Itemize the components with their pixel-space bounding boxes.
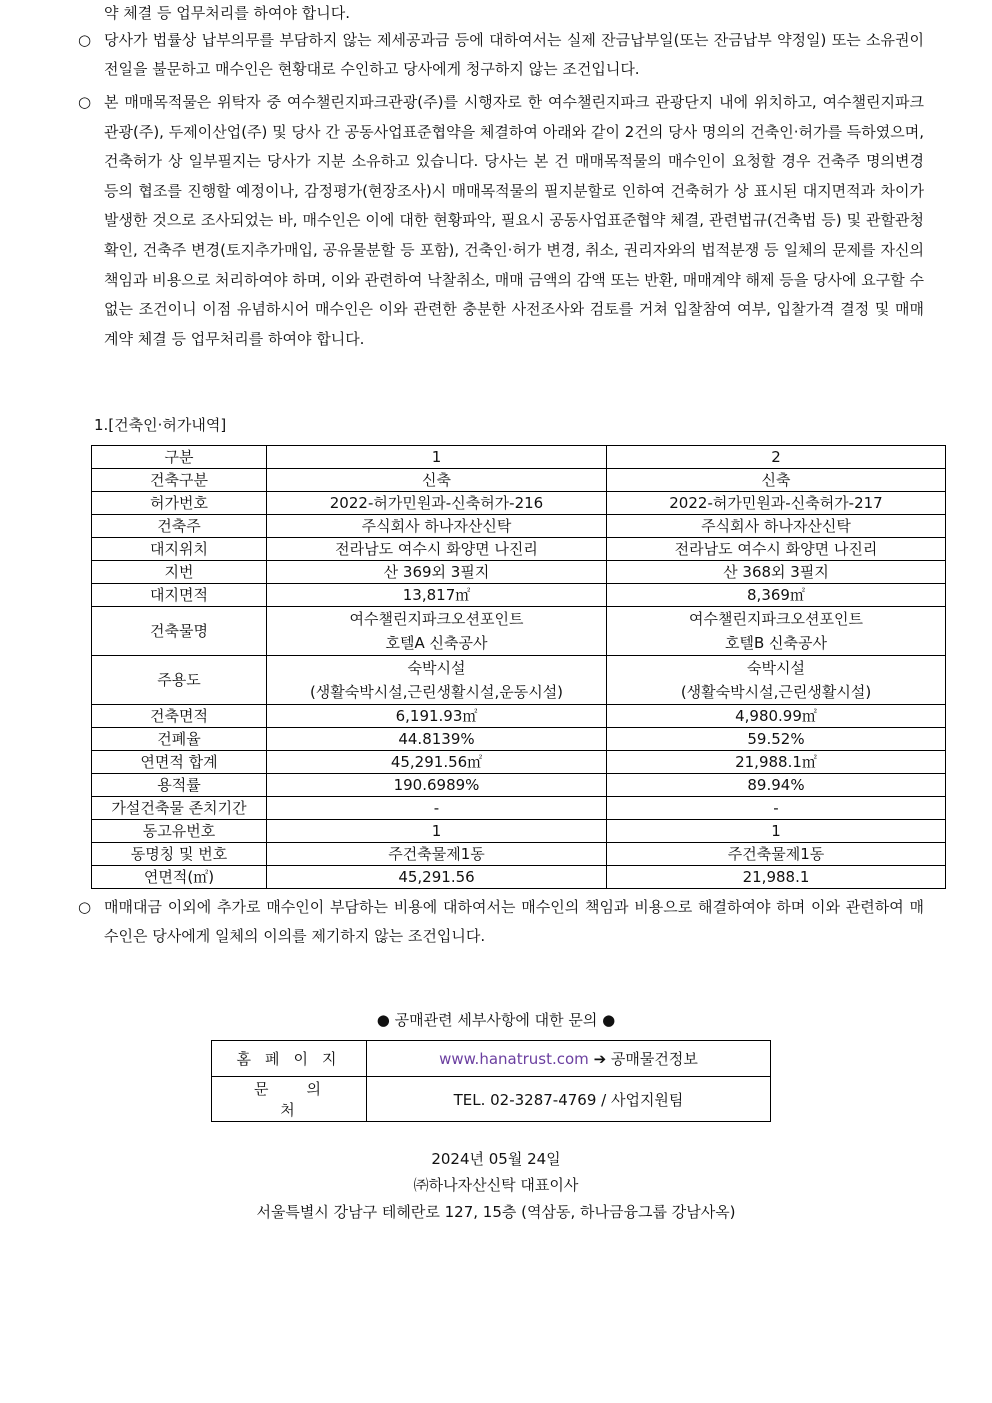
- cell-line: (생활숙박시설,근린생활시설,운동시설): [309, 683, 564, 701]
- cell-permit-2: 주식회사 하나자산신탁: [607, 515, 946, 538]
- table-row: [92, 561, 946, 584]
- table-row: [92, 797, 946, 820]
- table-row: [92, 751, 946, 774]
- homepage-link[interactable]: www.hanatrust.com: [439, 1050, 589, 1068]
- cell-line: 호텔B 신축공사: [725, 634, 827, 652]
- cell-permit-2: 주건축물제1동: [607, 843, 946, 866]
- table-header-row: [92, 446, 946, 469]
- contact-row: [212, 1077, 771, 1122]
- cell-permit-1: 2022-허가민원과-신축허가-216: [267, 492, 607, 515]
- row-label: 대지위치: [92, 538, 267, 561]
- cell-permit-1: 전라남도 여수시 화양면 나진리: [267, 538, 607, 561]
- row-label: 동고유번호: [92, 820, 267, 843]
- cell-permit-1: 주식회사 하나자산신탁: [267, 515, 607, 538]
- bullet-marker: ○: [78, 898, 92, 916]
- cell-permit-1: 산 369외 3필지: [267, 561, 607, 584]
- cell-permit-2: 89.94%: [607, 774, 946, 797]
- inquiry-title: ● 공매관련 세부사항에 대한 문의 ●: [376, 1011, 616, 1029]
- contact-table: [211, 1040, 771, 1122]
- row-label: 동명칭 및 번호: [92, 843, 267, 866]
- row-label: 가설건축물 존치기간: [92, 797, 267, 820]
- cell-permit-2: 2022-허가민원과-신축허가-217: [607, 492, 946, 515]
- contact-value: TEL. 02-3287-4769 / 사업지원팀: [367, 1077, 771, 1122]
- row-label: 주용도: [92, 656, 267, 705]
- table-row: [92, 584, 946, 607]
- footer-address: 서울특별시 강남구 테헤란로 127, 15층 (역삼동, 하나금융그룹 강남사옥): [256, 1203, 736, 1221]
- cell-permit-2: 59.52%: [607, 728, 946, 751]
- cell-permit-1: 13,817㎡: [267, 584, 607, 607]
- row-label: 건축물명: [92, 607, 267, 656]
- cell-permit-1: [267, 607, 607, 656]
- table-row: [92, 515, 946, 538]
- cell-permit-1: [267, 656, 607, 705]
- cell-permit-2: 21,988.1㎡: [607, 751, 946, 774]
- bullet-marker: ○: [78, 31, 92, 49]
- row-label: 연면적(㎡): [92, 866, 267, 889]
- arrow-right-icon: ➔: [593, 1050, 607, 1068]
- cell-permit-2: [607, 656, 946, 705]
- footer-date: 2024년 05월 24일: [431, 1150, 561, 1168]
- homepage-cell: [367, 1041, 771, 1077]
- row-label: 연면적 합계: [92, 751, 267, 774]
- row-label: 지번: [92, 561, 267, 584]
- homepage-destination: 공매물건정보: [610, 1050, 698, 1068]
- row-label: 용적률: [92, 774, 267, 797]
- cell-permit-2: 4,980.99㎡: [607, 705, 946, 728]
- row-label: 건폐율: [92, 728, 267, 751]
- cell-permit-1: 신축: [267, 469, 607, 492]
- paragraph-building-permit: [78, 88, 924, 354]
- table-row: [92, 774, 946, 797]
- table-title: 1.[건축인·허가내역]: [94, 416, 227, 434]
- cell-permit-2: 8,369㎡: [607, 584, 946, 607]
- paragraph-additional-costs: [78, 893, 924, 951]
- table-row: [92, 728, 946, 751]
- row-label: 대지면적: [92, 584, 267, 607]
- building-permit-table: [91, 445, 946, 889]
- cell-permit-2: 신축: [607, 469, 946, 492]
- cell-permit-2: 21,988.1: [607, 866, 946, 889]
- cell-permit-1: 1: [267, 820, 607, 843]
- row-label: 건축면적: [92, 705, 267, 728]
- cell-permit-2: 1: [607, 820, 946, 843]
- cell-permit-2: 전라남도 여수시 화양면 나진리: [607, 538, 946, 561]
- contact-label: 문의처: [212, 1077, 367, 1122]
- cell-permit-1: 6,191.93㎡: [267, 705, 607, 728]
- table-row: [92, 820, 946, 843]
- cell-permit-1: 190.6989%: [267, 774, 607, 797]
- cell-line: (생활숙박시설,근린생활시설): [680, 683, 872, 701]
- table-row: [92, 866, 946, 889]
- row-label: 건축구분: [92, 469, 267, 492]
- cell-line: 여수챌린지파크오션포인트: [349, 610, 524, 628]
- cell-permit-1: 44.8139%: [267, 728, 607, 751]
- header-cell: 1: [267, 446, 607, 469]
- cell-permit-1: 45,291.56: [267, 866, 607, 889]
- paragraph-text: 당사가 법률상 납부의무를 부담하지 않는 제세공과금 등에 대하여서는 실제 잔금납부일(또는 잔금납부 약정일) 또는 소유권이전일을 불문하고 매수인은 현황대로 수인하고 당사에게 청구하지 않는 조건입니다.: [104, 31, 924, 78]
- row-label: 건축주: [92, 515, 267, 538]
- table-row: [92, 469, 946, 492]
- table-row: [92, 843, 946, 866]
- cell-permit-1: 주건축물제1동: [267, 843, 607, 866]
- header-cell: 구분: [92, 446, 267, 469]
- cell-line: 호텔A 신축공사: [385, 634, 488, 652]
- cell-permit-1: -: [267, 797, 607, 820]
- table-row: [92, 492, 946, 515]
- continued-text: 약 체결 등 업무처리를 하여야 합니다.: [104, 4, 350, 22]
- cell-line: 숙박시설: [407, 659, 466, 677]
- table-row: [92, 538, 946, 561]
- footer-company: ㈜하나자산신탁 대표이사: [413, 1176, 579, 1194]
- header-cell: 2: [607, 446, 946, 469]
- table-row: [92, 607, 946, 656]
- row-label: 허가번호: [92, 492, 267, 515]
- homepage-row: [212, 1041, 771, 1077]
- homepage-label: 홈페이지: [212, 1041, 367, 1077]
- cell-permit-2: -: [607, 797, 946, 820]
- cell-line: 숙박시설: [747, 659, 805, 677]
- table-row: [92, 656, 946, 705]
- paragraph-text: 매매대금 이외에 추가로 매수인이 부담하는 비용에 대하여서는 매수인의 책임과 비용으로 해결하여야 하며 이와 관련하여 매수인은 당사에게 일체의 이의를 제기하지 않는 조건입니다.: [104, 898, 924, 945]
- cell-permit-1: 45,291.56㎡: [267, 751, 607, 774]
- bullet-marker: ○: [78, 93, 92, 111]
- cell-permit-2: [607, 607, 946, 656]
- paragraph-tax-condition: [78, 26, 924, 84]
- table-row: [92, 705, 946, 728]
- paragraph-text: 본 매매목적물은 위탁자 중 여수챌린지파크관광(주)를 시행자로 한 여수챌린지파크 관광단지 내에 위치하고, 여수챌린지파크관광(주), 두제이산업(주) 및 당사 간 공동사업표준협약을 체결하여 아래와 같이 2건의 당사 명의의 건축인·허가를 득하였으며, 건축허가 상 일부필지는 당사가 지분 소유하고 있습니다. 당사는 본 건 매매목적물의 매수인이 요청할 경우 건축주 명의변경 등의 협조를 진행할 예정이나, 감정평가(현장조사)시 매매목적물의 필지분할로 인하여 건축허가 상 표시된 대지면적과 차이가 발생한 것으로 조사되었는 바, 매수인은 이에 대한 현황파악, 필요시 공동사업표준협약 체결, 관련법규(건축법 등) 및 관할관청 확인, 건축주 변경(토지추가매입, 공유물분할 등 포함), 건축인·허가 변경, 취소, 권리자와의 법적분쟁 등 일체의 문제를 자신의 책임과 비용으로 처리하여야 하며, 이와 관련하여 낙찰취소, 매매 금액의 감액 또는 반환, 매매계약 해제 등을 당사에 요구할 수 없는 조건이니 이점 유념하시어 매수인은 이와 관련한 충분한 사전조사와 검토를 거쳐 입찰참여 여부, 입찰가격 결정 및 매매계약 체결 등 업무처리를 하여야 합니다.: [104, 93, 924, 348]
- cell-line: 여수챌린지파크오션포인트: [689, 610, 863, 628]
- cell-permit-2: 산 368외 3필지: [607, 561, 946, 584]
